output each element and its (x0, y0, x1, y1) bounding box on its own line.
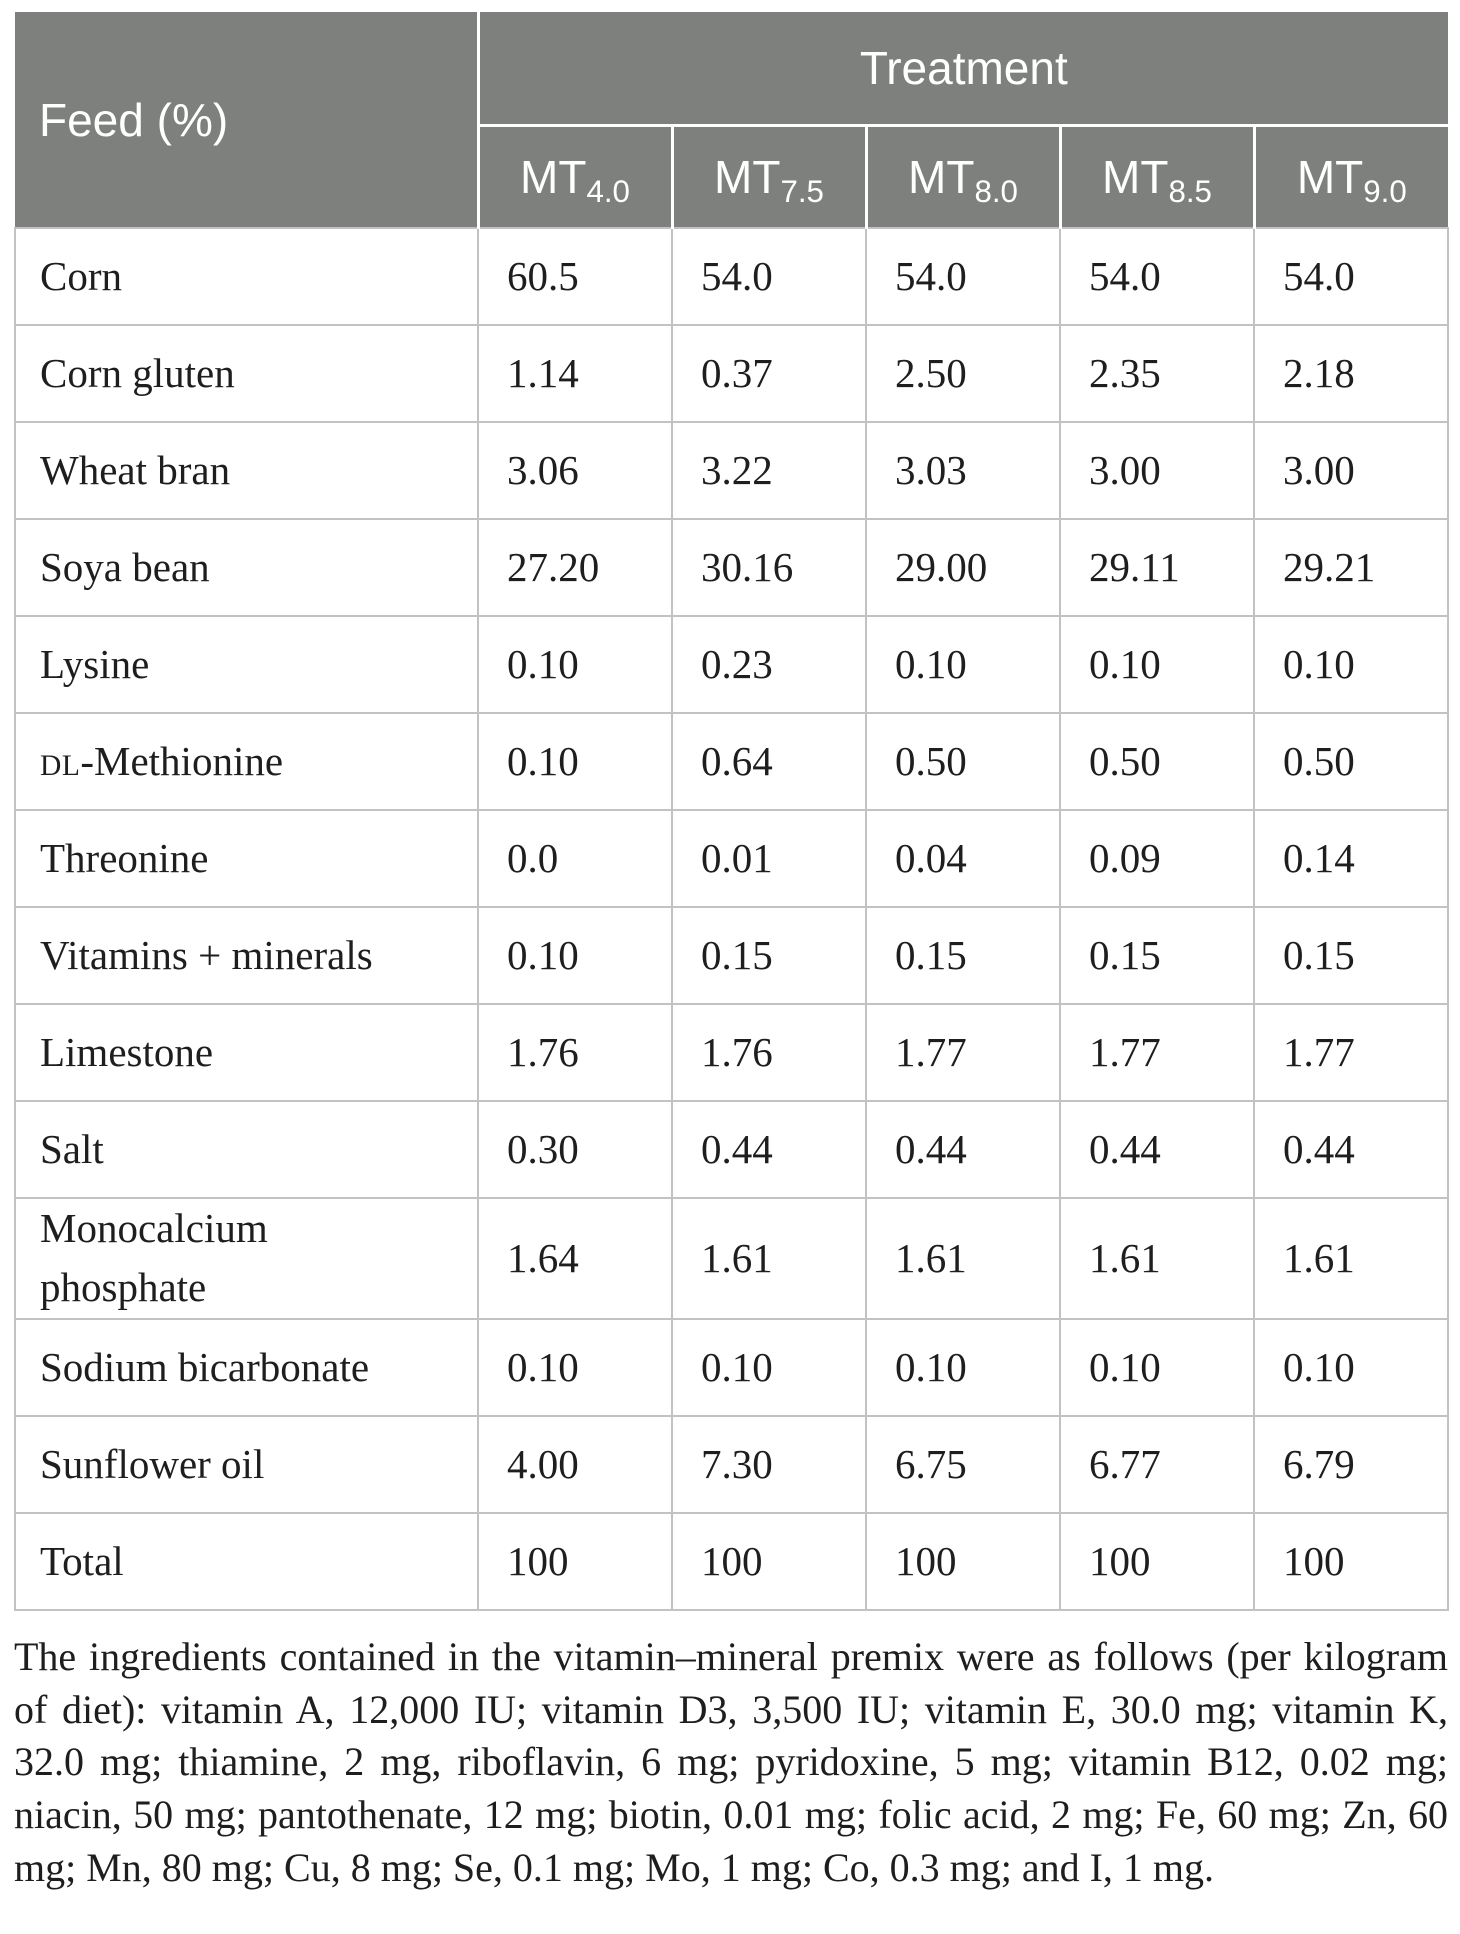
table-row (15, 810, 1448, 907)
value-cell: 1.61 (1060, 1198, 1254, 1319)
feed-label-cell: Vitamins + minerals (15, 907, 478, 1004)
value-cell: 0.10 (866, 1319, 1060, 1416)
feed-label-cell: Lysine (15, 616, 478, 713)
value-cell: 54.0 (672, 228, 866, 325)
treatment-col-header: MT7.5 (672, 126, 866, 229)
treatment-col-header: MT8.0 (866, 126, 1060, 229)
value-cell: 0.10 (1060, 1319, 1254, 1416)
value-cell: 3.00 (1060, 422, 1254, 519)
value-cell: 0.10 (1254, 616, 1448, 713)
table-row (15, 713, 1448, 810)
treatment-col-header: MT4.0 (478, 126, 672, 229)
group-header-row (15, 12, 1448, 126)
value-cell: 3.06 (478, 422, 672, 519)
table-row (15, 1101, 1448, 1198)
value-cell: 100 (672, 1513, 866, 1610)
value-cell: 2.50 (866, 325, 1060, 422)
value-cell: 54.0 (1254, 228, 1448, 325)
value-cell: 1.61 (672, 1198, 866, 1319)
value-cell: 1.64 (478, 1198, 672, 1319)
value-cell: 100 (1060, 1513, 1254, 1610)
value-cell: 0.37 (672, 325, 866, 422)
value-cell: 0.10 (478, 616, 672, 713)
value-cell: 1.77 (1254, 1004, 1448, 1101)
feed-label-cell: Soya bean (15, 519, 478, 616)
value-cell: 3.03 (866, 422, 1060, 519)
table-row (15, 325, 1448, 422)
feed-label-cell: Corn gluten (15, 325, 478, 422)
value-cell: 0.15 (866, 907, 1060, 1004)
table-row (15, 1319, 1448, 1416)
value-cell: 3.22 (672, 422, 866, 519)
feed-label-cell: Wheat bran (15, 422, 478, 519)
value-cell: 1.76 (672, 1004, 866, 1101)
value-cell: 0.44 (672, 1101, 866, 1198)
value-cell: 54.0 (866, 228, 1060, 325)
value-cell: 6.77 (1060, 1416, 1254, 1513)
table-row (15, 1004, 1448, 1101)
table-header (15, 12, 1448, 228)
value-cell: 0.44 (1254, 1101, 1448, 1198)
value-cell: 0.10 (866, 616, 1060, 713)
value-cell: 3.00 (1254, 422, 1448, 519)
feed-label-cell: Corn (15, 228, 478, 325)
feed-label-cell: Sodium bicarbonate (15, 1319, 478, 1416)
value-cell: 100 (478, 1513, 672, 1610)
value-cell: 100 (866, 1513, 1060, 1610)
value-cell: 30.16 (672, 519, 866, 616)
feed-label-cell: DL-Methionine (15, 713, 478, 810)
value-cell: 0.50 (866, 713, 1060, 810)
value-cell: 100 (1254, 1513, 1448, 1610)
value-cell: 4.00 (478, 1416, 672, 1513)
table-row (15, 1416, 1448, 1513)
value-cell: 1.77 (866, 1004, 1060, 1101)
value-cell: 29.11 (1060, 519, 1254, 616)
value-cell: 0.30 (478, 1101, 672, 1198)
feed-label-cell: Monocalcium phosphate (15, 1198, 478, 1319)
value-cell: 0.10 (478, 1319, 672, 1416)
value-cell: 29.21 (1254, 519, 1448, 616)
value-cell: 1.77 (1060, 1004, 1254, 1101)
value-cell: 0.10 (1060, 616, 1254, 713)
value-cell: 0.50 (1060, 713, 1254, 810)
feed-label-cell: Threonine (15, 810, 478, 907)
table-body (15, 228, 1448, 1610)
value-cell: 0.64 (672, 713, 866, 810)
treatment-col-header: MT8.5 (1060, 126, 1254, 229)
feed-composition-table (14, 12, 1449, 1611)
value-cell: 0.15 (672, 907, 866, 1004)
table-row (15, 422, 1448, 519)
value-cell: 1.61 (866, 1198, 1060, 1319)
table-row (15, 616, 1448, 713)
value-cell: 1.61 (1254, 1198, 1448, 1319)
value-cell: 0.0 (478, 810, 672, 907)
table-footnote: The ingredients contained in the vitamin–mineral premix were as follows (per kilogram of diet): vitamin A, 12,000 IU; vitamin D3, 3,500 IU; vitamin E, 30.0 mg; vitamin K, 32.0 mg; thiamine, 2 mg, riboflavin, 6 mg; pyridoxine, 5 mg; vitamin B12, 0.02 mg; niacin, 50 mg; pantothenate, 12 mg; biotin, 0.01 mg; folic acid, 2 mg; Fe, 60 mg; Zn, 60 mg; Mn, 80 mg; Cu, 8 mg; Se, 0.1 mg; Mo, 1 mg; Co, 0.3 mg; and I, 1 mg. (14, 1633, 1448, 1891)
value-cell: 0.50 (1254, 713, 1448, 810)
value-cell: 2.35 (1060, 325, 1254, 422)
value-cell: 0.01 (672, 810, 866, 907)
value-cell: 6.79 (1254, 1416, 1448, 1513)
value-cell: 6.75 (866, 1416, 1060, 1513)
table-row (15, 228, 1448, 325)
value-cell: 0.15 (1060, 907, 1254, 1004)
table-row (15, 519, 1448, 616)
value-cell: 0.09 (1060, 810, 1254, 907)
value-cell: 0.04 (866, 810, 1060, 907)
value-cell: 1.14 (478, 325, 672, 422)
value-cell: 0.15 (1254, 907, 1448, 1004)
table-row (15, 907, 1448, 1004)
feed-label-cell: Salt (15, 1101, 478, 1198)
value-cell: 0.23 (672, 616, 866, 713)
feed-label-cell: Sunflower oil (15, 1416, 478, 1513)
value-cell: 0.44 (1060, 1101, 1254, 1198)
value-cell: 0.10 (478, 713, 672, 810)
value-cell: 1.76 (478, 1004, 672, 1101)
value-cell: 0.10 (672, 1319, 866, 1416)
value-cell: 0.10 (478, 907, 672, 1004)
feed-column-header: Feed (%) (15, 12, 478, 228)
table-row (15, 1198, 1448, 1319)
value-cell: 54.0 (1060, 228, 1254, 325)
value-cell: 0.44 (866, 1101, 1060, 1198)
value-cell: 29.00 (866, 519, 1060, 616)
table-row (15, 1513, 1448, 1610)
feed-label-cell: Limestone (15, 1004, 478, 1101)
treatment-col-header: MT9.0 (1254, 126, 1448, 229)
value-cell: 2.18 (1254, 325, 1448, 422)
value-cell: 0.14 (1254, 810, 1448, 907)
value-cell: 60.5 (478, 228, 672, 325)
treatment-group-header: Treatment (478, 12, 1448, 126)
value-cell: 0.10 (1254, 1319, 1448, 1416)
value-cell: 7.30 (672, 1416, 866, 1513)
value-cell: 27.20 (478, 519, 672, 616)
feed-label-cell: Total (15, 1513, 478, 1610)
